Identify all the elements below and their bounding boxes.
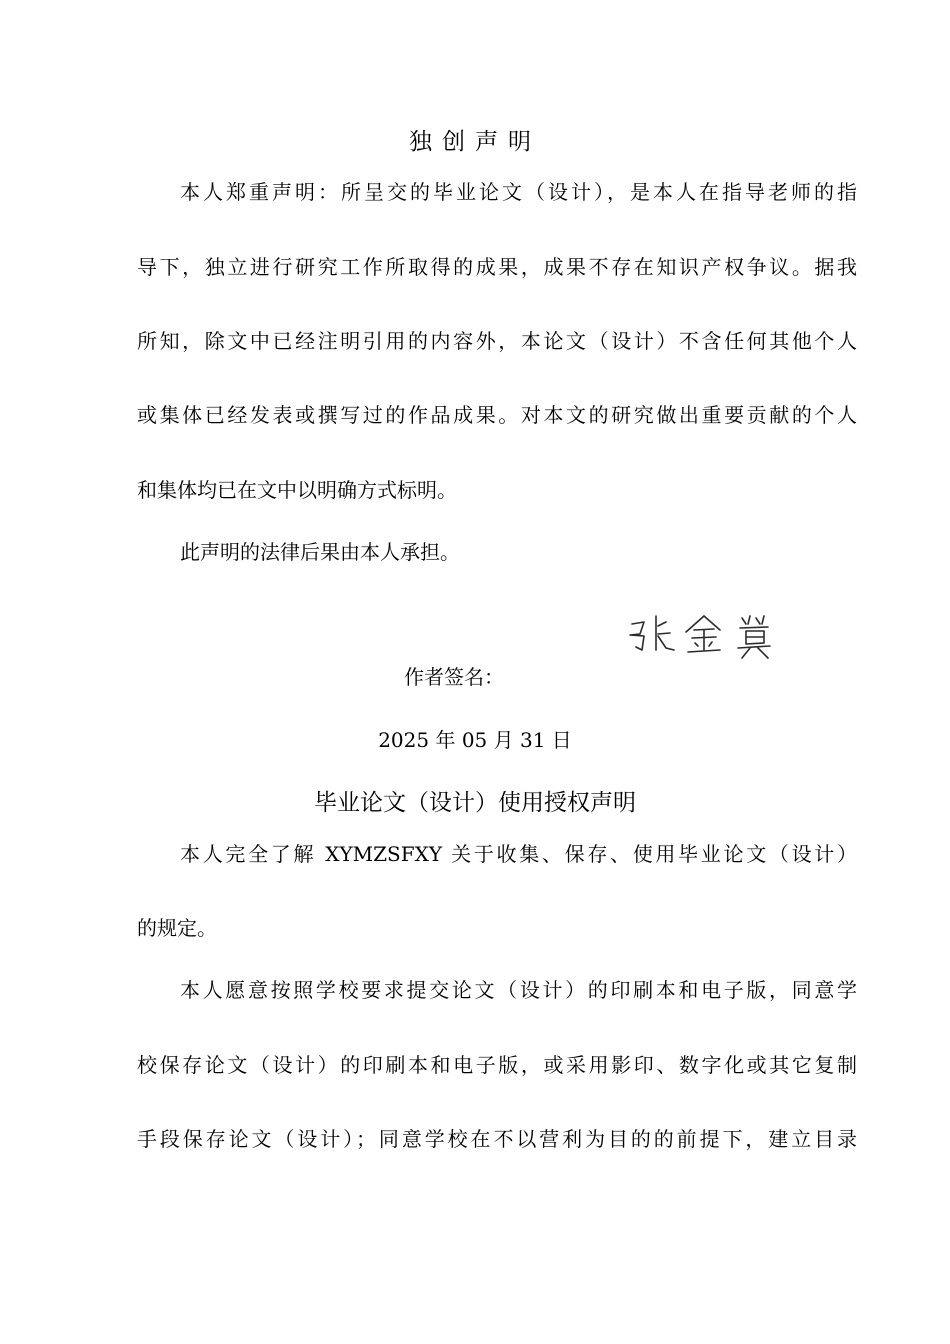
author-signature-label: 作者签名： (404, 665, 504, 689)
declaration-line-3: 所知，除文中已经注明引用的内容外，本论文（设计）不含任何其他个人 (137, 329, 857, 353)
authorization-title: 毕业论文（设计）使用授权声明 (314, 790, 636, 816)
authorization-para2-line-3: 手段保存论文（设计）；同意学校在不以营利为目的的前提下，建立目录 (137, 1127, 857, 1151)
authorization-para2-line-1: 本人愿意按照学校要求提交论文（设计）的印刷本和电子版，同意学 (180, 978, 857, 1002)
declaration-line-1: 本人郑重声明：所呈交的毕业论文（设计），是本人在指导老师的指 (180, 180, 857, 204)
handwritten-signature (600, 600, 800, 670)
declaration-title: 独创声明 (409, 129, 541, 155)
authorization-para1-line-1: 本人完全了解 XYMZSFXY 关于收集、保存、使用毕业论文（设计） (180, 842, 857, 866)
declaration-date: 2025 年 05 月 31 日 (378, 728, 572, 752)
liability-statement: 此声明的法律后果由本人承担。 (180, 540, 460, 564)
declaration-line-5: 和集体均已在文中以明确方式标明。 (137, 478, 457, 502)
declaration-line-4: 或集体已经发表或撰写过的作品成果。对本文的研究做出重要贡献的个人 (137, 403, 857, 427)
authorization-para1-line-2: 的规定。 (137, 916, 217, 940)
authorization-para2-line-2: 校保存论文（设计）的印刷本和电子版，或采用影印、数字化或其它复制 (137, 1053, 857, 1077)
declaration-line-2: 导下，独立进行研究工作所取得的成果，成果不存在知识产权争议。据我 (137, 255, 857, 279)
